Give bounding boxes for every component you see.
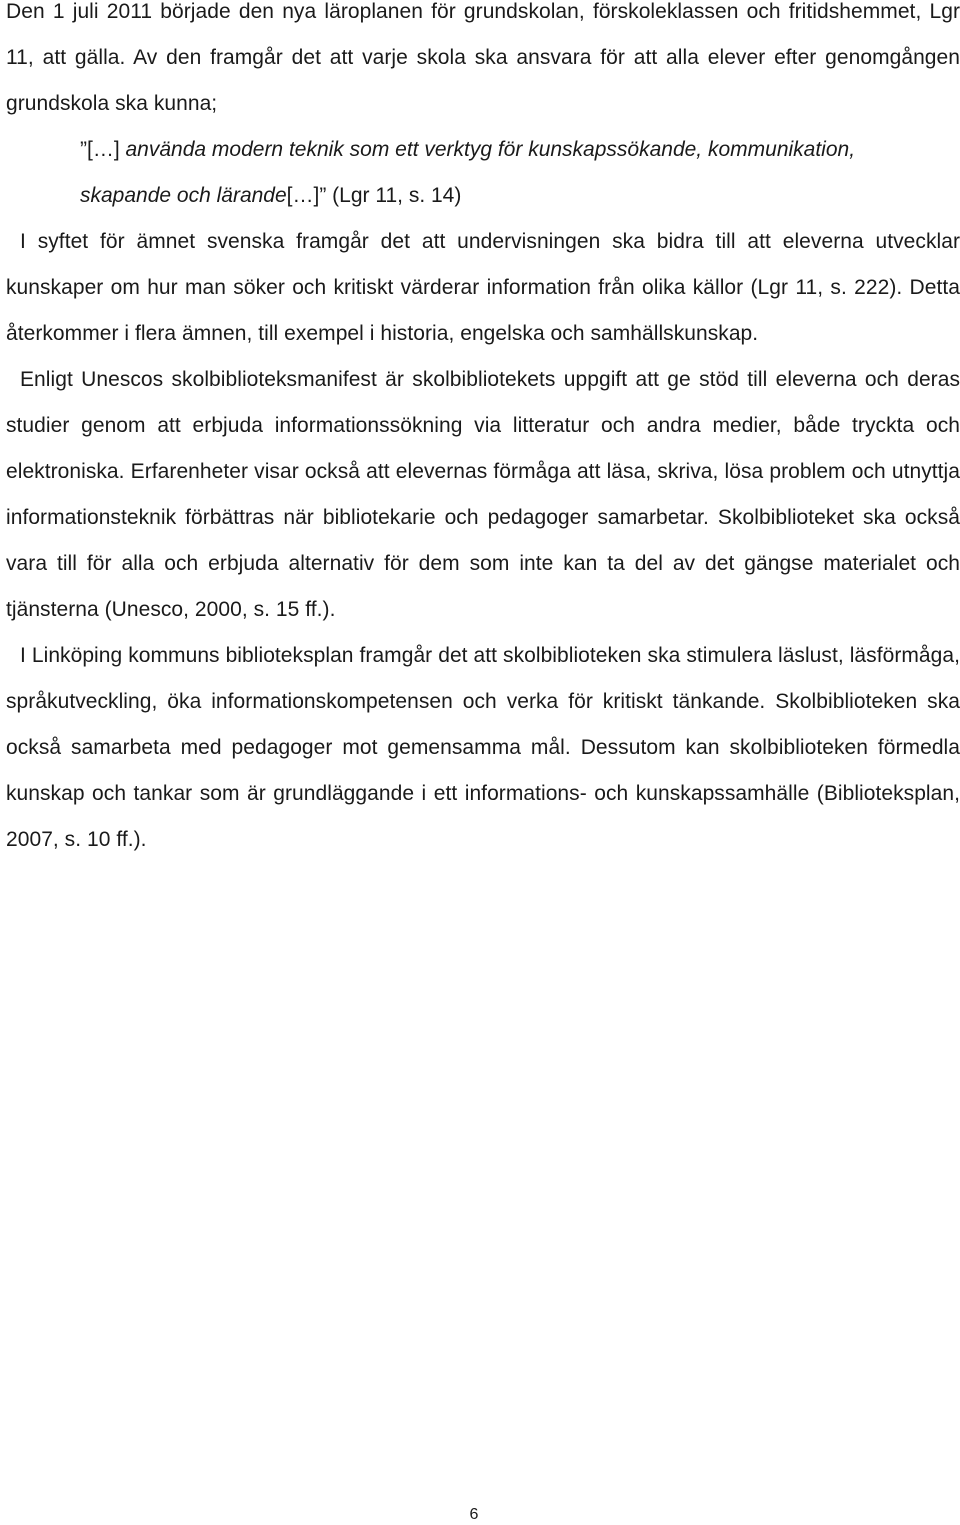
paragraph-lgr11-intro: Den 1 juli 2011 började den nya läroplanen för grundskolan, förskoleklassen och fritidshemmet, Lgr 11, att gälla. Av den framgår det att varje skola ska ansvara för att alla elever efter genomgången grundskola ska kunna; [6, 0, 960, 115]
page-number: 6 [469, 1506, 479, 1523]
paragraph-svenska: I syftet för ämnet svenska framgår det att undervisningen ska bidra till att eleverna utvecklar kunskaper om hur man söker och kritiskt värderar information från olika källor (Lgr 11, s. 222). Detta återkommer i flera ämnen, till exempel i historia, engelska och samhällskunskap. [6, 230, 960, 345]
block-quote-lgr11 [6, 127, 960, 219]
quote-italic-text: använda modern teknik som ett verktyg för kunskapssökande, kommunikation, skapande och lärande [80, 138, 856, 207]
document-page [6, 0, 960, 1523]
quote-close-citation: […]” (Lgr 11, s. 14) [286, 184, 462, 207]
quote-open: ”[…] [80, 138, 126, 161]
paragraph-linkoping: I Linköping kommuns biblioteksplan framgår det att skolbiblioteken ska stimulera läslust, läsförmåga, språkutveckling, öka informationskompetensen och verka för kritiskt tänkande. Skolbiblioteken ska också samarbeta med pedagoger mot gemensamma mål. Dessutom kan skolbiblioteken förmedla kunskap och tankar som är grundläggande i ett informations- och kunskapssamhälle (Biblioteksplan, 2007, s. 10 ff.). [6, 644, 960, 851]
paragraph-unesco: Enligt Unescos skolbiblioteksmanifest är skolbibliotekets uppgift att ge stöd till eleverna och deras studier genom att erbjuda informationssökning via litteratur och andra medier, både tryckta och elektroniska. Erfarenheter visar också att elevernas förmåga att läsa, skriva, lösa problem och utnyttja informationsteknik förbättras när bibliotekarie och pedagoger samarbetar. Skolbiblioteket ska också vara till för alla och erbjuda alternativ för dem som inte kan ta del av det gängse materialet och tjänsterna (Unesco, 2000, s. 15 ff.). [6, 368, 960, 621]
